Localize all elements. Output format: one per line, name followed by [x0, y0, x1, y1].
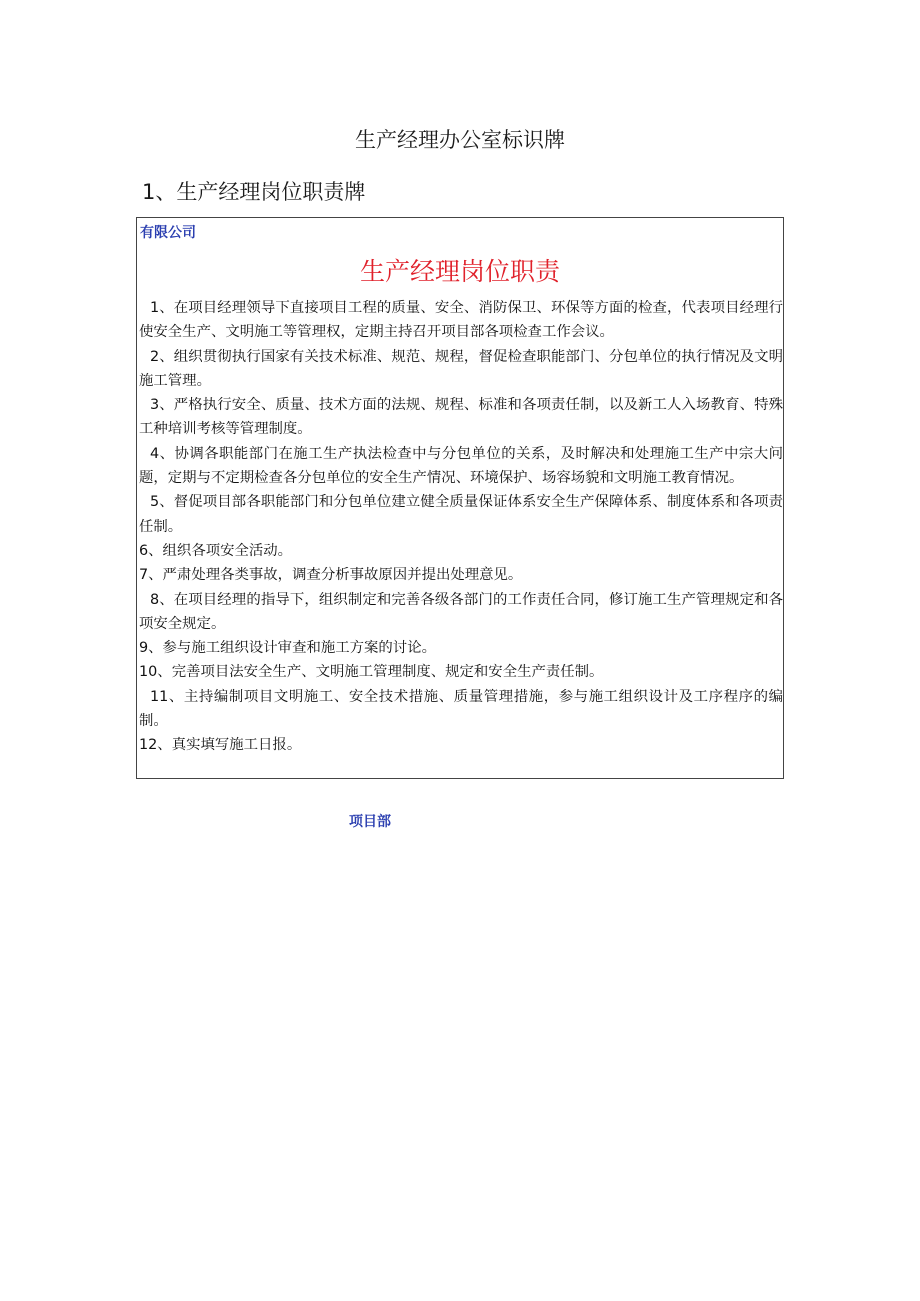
footer-department: 项目部	[349, 814, 391, 830]
duty-item: 11、主持编制项目文明施工、安全技术措施、质量管理措施，参与施工组织设计及工序程序的编制。	[139, 688, 783, 730]
duty-item: 3、严格执行安全、质量、技术方面的法规、规程、标准和各项责任制，以及新工人入场教育、特殊工种培训考核等管理制度。	[139, 397, 783, 438]
duty-item: 2、组织贯彻执行国家有关技术标准、规范、规程，督促检查职能部门、分包单位的执行情况及文明施工管理。	[139, 348, 783, 389]
duty-placard	[136, 217, 784, 779]
duty-item: 4、协调各职能部门在施工生产执法检查中与分包单位的关系，及时解决和处理施工生产中宗大问题，定期与不定期检查各分包单位的安全生产情况、环境保护、场容场貌和文明施工教育情况。	[139, 445, 783, 487]
document-title: 生产经理办公室标识牌	[355, 128, 565, 152]
company-name: 有限公司	[140, 225, 196, 241]
duty-item: 12、真实填写施工日报。	[139, 737, 302, 754]
duty-item: 5、督促项目部各职能部门和分包单位建立健全质量保证体系安全生产保障体系、制度体系和各项责任制。	[139, 494, 783, 535]
duty-item: 10、完善项目法安全生产、文明施工管理制度、规定和安全生产责任制。	[139, 664, 604, 681]
section-heading: 1、生产经理岗位职责牌	[142, 180, 366, 204]
duty-item: 6、组织各项安全活动。	[139, 542, 293, 559]
duty-item: 7、严肃处理各类事故，调查分析事故原因并提出处理意见。	[139, 567, 523, 584]
duty-list	[139, 296, 783, 758]
duty-item: 9、参与施工组织设计审查和施工方案的讨论。	[139, 640, 436, 657]
placard-title: 生产经理岗位职责	[359, 257, 560, 286]
duty-item: 1、在项目经理领导下直接项目工程的质量、安全、消防保卫、环保等方面的检查，代表项目经理行使安全生产、文明施工等管理权，定期主持召开项目部各项检查工作会议。	[139, 300, 783, 341]
duty-item: 8、在项目经理的指导下，组织制定和完善各级各部门的工作责任合同，修订施工生产管理规定和各项安全规定。	[139, 591, 783, 632]
